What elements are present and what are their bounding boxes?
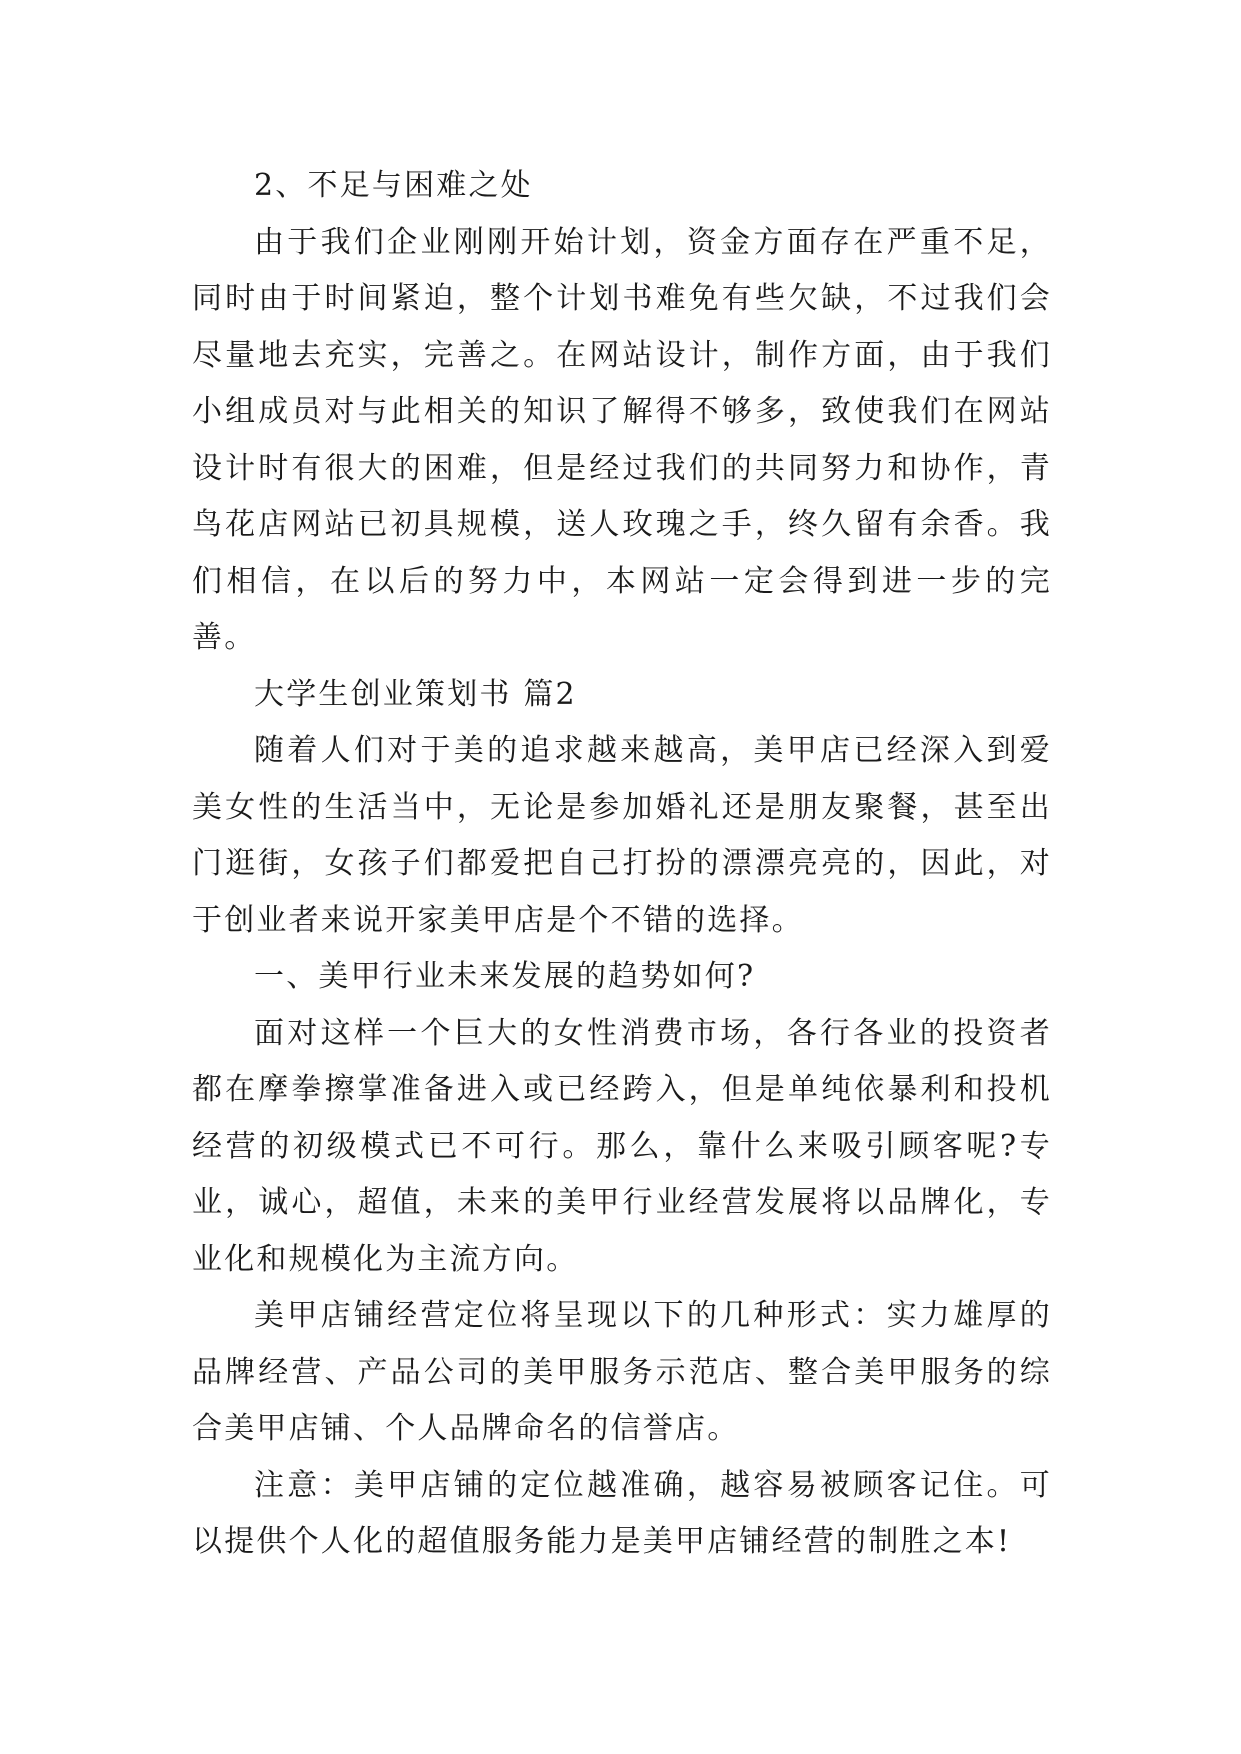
paragraph-shortcomings: 由于我们企业刚刚开始计划，资金方面存在严重不足，同时由于时间紧迫，整个计划书难免有些欠缺，不过我们会尽量地去充实，完善之。在网站设计，制作方面，由于我们小组成员对与此相关的知识了解得不够多，致使我们在网站设计时有很大的困难，但是经过我们的共同努力和协作，青鸟花店网站已初具规模，送人玫瑰之手，终久留有余香。我们相信，在以后的努力中，本网站一定会得到进一步的完善。: [192, 224, 1052, 655]
section-heading-shortcomings: 2、不足与困难之处: [254, 168, 533, 203]
article-title-part-2: 大学生创业策划书 篇2: [254, 676, 577, 712]
section-heading-industry-trend: 一、美甲行业未来发展的趋势如何?: [254, 959, 756, 994]
paragraph-note: 注意：美甲店铺的定位越准确，越容易被顾客记住。可以提供个人化的超值服务能力是美甲店铺经营的制胜之本!: [192, 1467, 1052, 1559]
document-body: [192, 158, 1052, 1571]
paragraph-intro-nail-salon: 随着人们对于美的追求越来越高，美甲店已经深入到爱美女性的生活当中，无论是参加婚礼还是朋友聚餐，甚至出门逛街，女孩子们都爱把自己打扮的漂漂亮亮的，因此，对于创业者来说开家美甲店是个不错的选择。: [192, 733, 1052, 938]
paragraph-market: 面对这样一个巨大的女性消费市场，各行各业的投资者都在摩拳擦掌准备进入或已经跨入，但是单纯依暴利和投机经营的初级模式已不可行。那么，靠什么来吸引顾客呢?专业，诚心，超值，未来的美甲行业经营发展将以品牌化，专业化和规模化为主流方向。: [192, 1015, 1052, 1277]
paragraph-positioning: 美甲店铺经营定位将呈现以下的几种形式：实力雄厚的品牌经营、产品公司的美甲服务示范店、整合美甲服务的综合美甲店铺、个人品牌命名的信誉店。: [192, 1298, 1052, 1446]
